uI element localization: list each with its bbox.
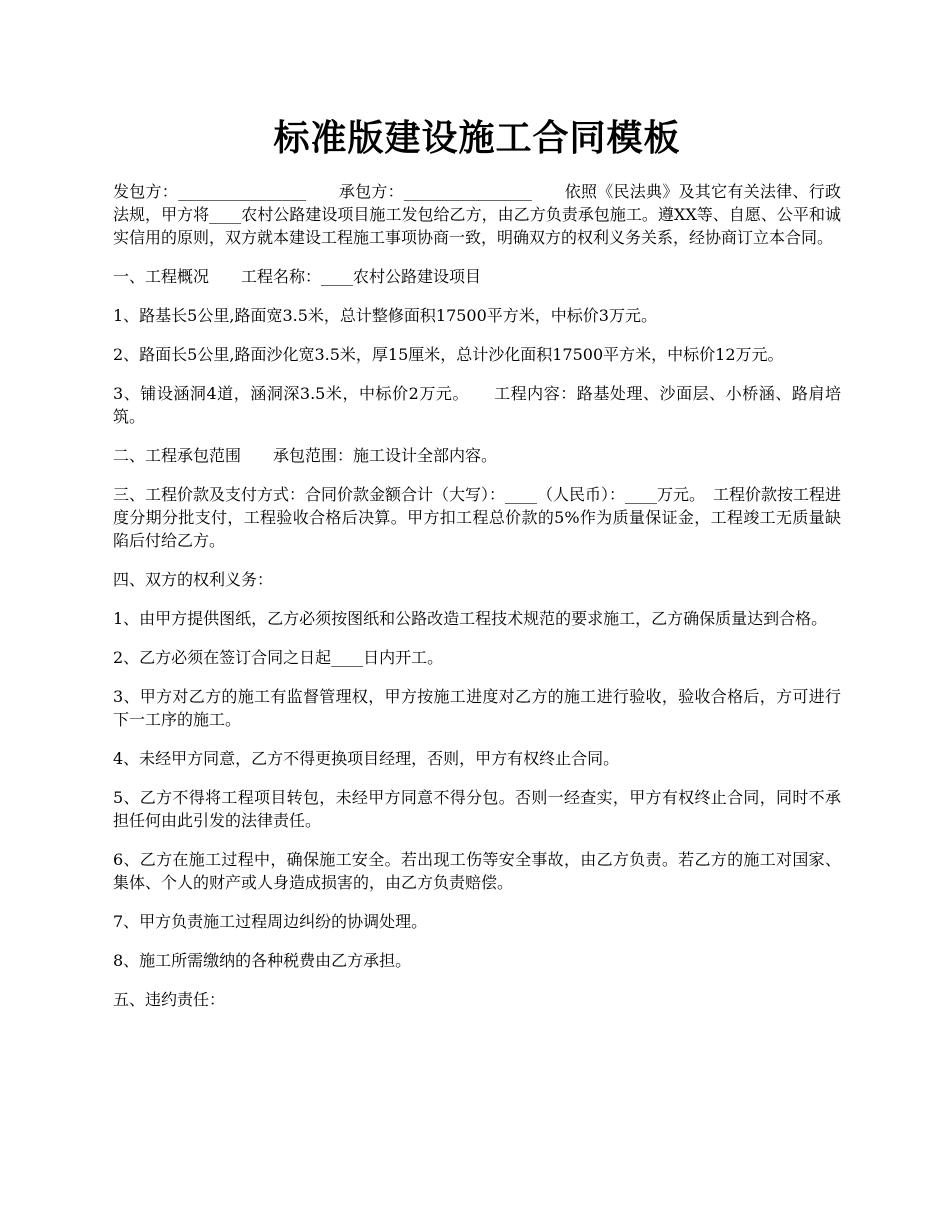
clause-4-7: 7、甲方负责施工过程周边纠纷的协调处理。 — [113, 912, 428, 931]
section-4-heading: 四、双方的权利义务： — [113, 570, 274, 589]
clause-4-4: 4、未经甲方同意，乙方不得更换项目经理，否则，甲方有权终止合同。 — [113, 749, 620, 768]
section-3-paragraph: 三、工程价款及支付方式：合同价款金额合计（大写）：____（人民币）：____万元。 工程价款按工程进度分期分批支付，工程验收合格后决算。甲方扣工程总价款的5%作为质量保证金，工程竣工无质量缺陷后付给乙方。 — [113, 485, 842, 550]
clause-1-2: 2、路面长5公里,路面沙化宽3.5米，厚15厘米，总计沙化面积17500平方米，中标价12万元。 — [113, 345, 784, 364]
section-1-heading: 一、工程概况 工程名称：____农村公路建设项目 — [113, 267, 482, 286]
clause-4-8: 8、施工所需缴纳的各种税费由乙方承担。 — [113, 951, 412, 970]
contract-preamble: 发包方：________________ 承包方：________________ 依照《民法典》及其它有关法律、行政法规，甲方将____农村公路建设项目施工发包给乙方，由乙方负责承包施工。遵XX等、自愿、公平和诚实信用的原则，双方就本建设工程施工事项协商一致，明确双方的权利义务关系，经协商订立本合同。 — [113, 182, 841, 247]
document-title: 标准版建设施工合同模板 — [273, 117, 681, 159]
section-5-heading: 五、违约责任： — [113, 990, 226, 1009]
clause-4-1: 1、由甲方提供图纸，乙方必须按图纸和公路改造工程技术规范的要求施工，乙方确保质量达到合格。 — [113, 609, 828, 628]
clause-4-6: 6、乙方在施工过程中，确保施工安全。若出现工伤等安全事故，由乙方负责。若乙方的施工对国家、集体、个人的财产或人身造成损害的，由乙方负责赔偿。 — [113, 850, 841, 892]
clause-4-5: 5、乙方不得将工程项目转包，未经甲方同意不得分包。否则一经查实，甲方有权终止合同，同时不承担任何由此引发的法律责任。 — [113, 788, 841, 830]
document-page — [113, 0, 841, 1011]
clause-4-2: 2、乙方必须在签订合同之日起____日内开工。 — [113, 648, 444, 667]
clause-1-1: 1、路基长5公里,路面宽3.5米，总计整修面积17500平方米，中标价3万元。 — [113, 306, 657, 325]
clause-1-3: 3、铺设涵洞4道，涵洞深3.5米，中标价2万元。 工程内容：路基处理、沙面层、小桥涵、路肩培筑。 — [113, 384, 841, 426]
section-2-heading: 二、工程承包范围 承包范围：施工设计全部内容。 — [113, 446, 498, 465]
clause-4-3: 3、甲方对乙方的施工有监督管理权，甲方按施工进度对乙方的施工进行验收，验收合格后，方可进行下一工序的施工。 — [113, 687, 841, 729]
